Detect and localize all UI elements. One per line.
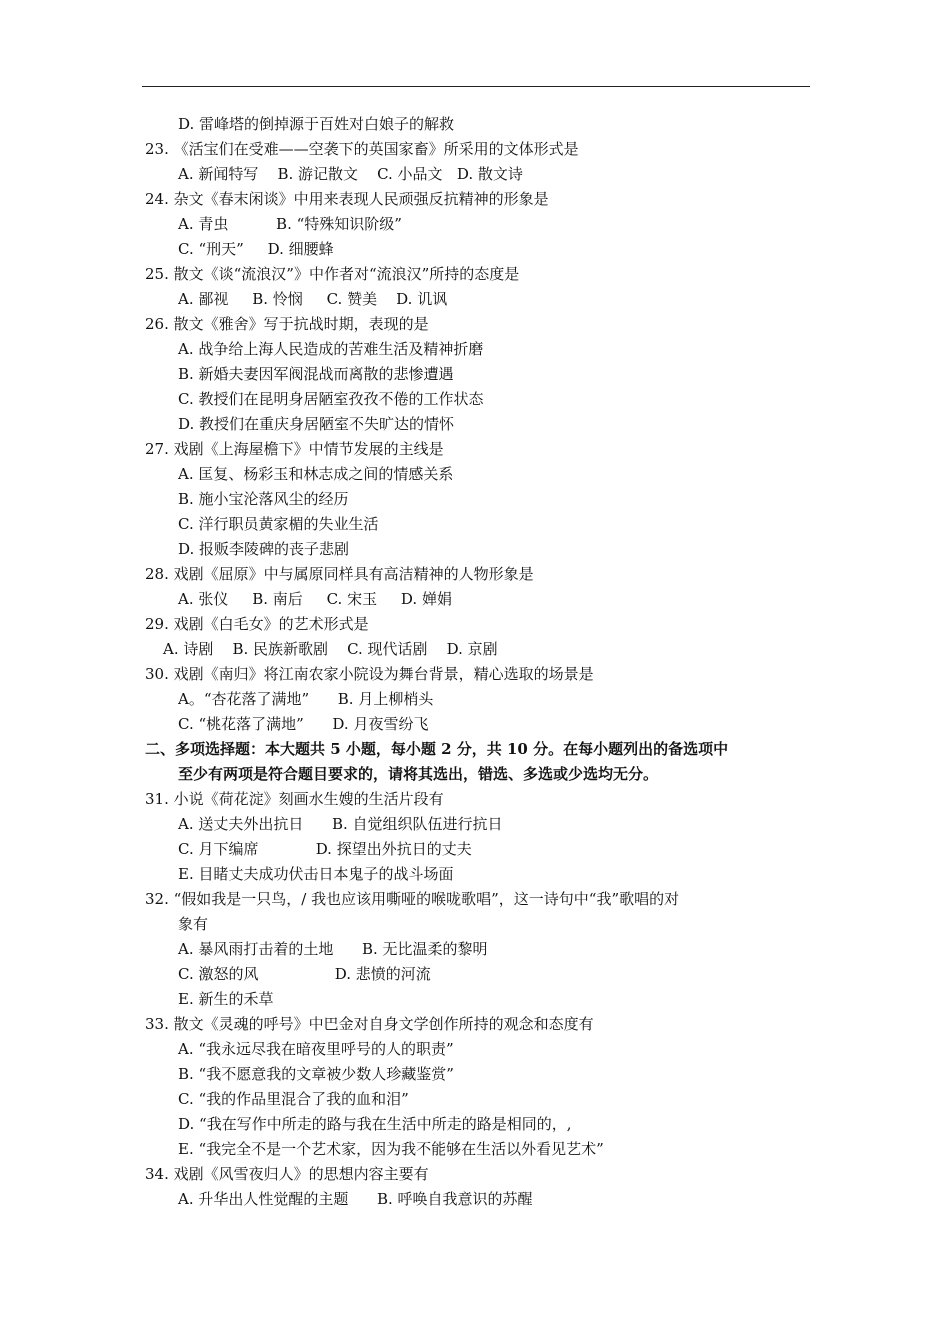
q24-stem: 24. 杂文《春末闲谈》中用来表现人民顽强反抗精神的形象是 [145,190,549,208]
q32-options-cd: C. 激怒的风 D. 悲愤的河流 [178,965,431,983]
q22-option-d: D. 雷峰塔的倒掉源于百姓对白娘子的解救 [178,115,455,133]
q31-options-cd: C. 月下编席 D. 探望出外抗日的丈夫 [178,840,472,858]
q31-option-e: E. 目睹丈夫成功伏击日本鬼子的战斗场面 [178,865,454,883]
q33-option-a: A. “我永远尽我在暗夜里呼号的人的职责” [178,1040,454,1058]
q27-stem: 27. 戏剧《上海屋檐下》中情节发展的主线是 [145,440,444,458]
q34-options-ab: A. 升华出人性觉醒的主题 B. 呼唤自我意识的苏醒 [178,1190,533,1208]
q23-options: A. 新闻特写 B. 游记散文 C. 小品文 D. 散文诗 [178,165,523,183]
q29-stem: 29. 戏剧《白毛女》的艺术形式是 [145,615,369,633]
q27-option-a: A. 匡复、杨彩玉和林志成之间的情感关系 [178,465,454,483]
q32-options-ab: A. 暴风雨打击着的土地 B. 无比温柔的黎明 [178,940,488,958]
q30-options-cd: C. “桃花落了满地” D. 月夜雪纷飞 [178,715,429,733]
header-rule [142,86,810,87]
q32-stem: 32. “假如我是一只鸟，/ 我也应该用嘶哑的喉咙歌唱”，这一诗句中“我”歌唱的对 [145,890,680,908]
q33-option-b: B. “我不愿意我的文章被少数人珍藏鉴赏” [178,1065,454,1083]
section-two-heading: 二、多项选择题：本大题共 5 小题，每小题 2 分，共 10 分。在每小题列出的备选项中 [145,740,729,758]
q32-stem-continued: 象有 [178,915,209,933]
q26-option-d: D. 教授们在重庆身居陋室不失旷达的情怀 [178,415,455,433]
q33-option-e: E. “我完全不是一个艺术家，因为我不能够在生活以外看见艺术” [178,1140,604,1158]
q30-stem: 30. 戏剧《南归》将江南农家小院设为舞台背景，精心选取的场景是 [145,665,594,683]
q25-options: A. 鄙视 B. 怜悯 C. 赞美 D. 讥讽 [178,290,448,308]
q28-stem: 28. 戏剧《屈原》中与属原同样具有高洁精神的人物形象是 [145,565,534,583]
q30-options-ab: A。“杏花落了满地” B. 月上柳梢头 [178,690,434,708]
q33-stem: 33. 散文《灵魂的呼号》中巴金对自身文学创作所持的观念和态度有 [145,1015,594,1033]
q27-option-b: B. 施小宝沦落风尘的经历 [178,490,349,508]
section-two-instructions: 至少有两项是符合题目要求的，请将其选出，错选、多选或少选均无分。 [178,765,659,783]
q26-stem: 26. 散文《雅舍》写于抗战时期，表现的是 [145,315,429,333]
q33-option-c: C. “我的作品里混合了我的血和泪” [178,1090,409,1108]
q23-stem: 23. 《活宝们在受难——空袭下的英国家畜》所采用的文体形式是 [145,140,579,158]
q24-options-cd: C. “刑天” D. 细腰蜂 [178,240,334,258]
q26-option-b: B. 新婚夫妻因军阀混战而离散的悲惨遭遇 [178,365,454,383]
q31-stem: 31. 小说《荷花淀》刻画水生嫂的生活片段有 [145,790,444,808]
q28-options: A. 张仪 B. 南后 C. 宋玉 D. 婵娟 [178,590,452,608]
q34-stem: 34. 戏剧《风雪夜归人》的思想内容主要有 [145,1165,429,1183]
q26-option-a: A. 战争给上海人民造成的苦难生活及精神折磨 [178,340,484,358]
q29-options: A. 诗剧 B. 民族新歌剧 C. 现代话剧 D. 京剧 [163,640,498,658]
q27-option-d: D. 报贩李陵碑的丧子悲剧 [178,540,350,558]
q26-option-c: C. 教授们在昆明身居陋室孜孜不倦的工作状态 [178,390,484,408]
q25-stem: 25. 散文《谈“流浪汉”》中作者对“流浪汉”所持的态度是 [145,265,520,283]
q31-options-ab: A. 送丈夫外出抗日 B. 自觉组织队伍进行抗日 [178,815,503,833]
q27-option-c: C. 洋行职员黄家楣的失业生活 [178,515,379,533]
q33-option-d: D. “我在写作中所走的路与我在生活中所走的路是相同的，, [178,1115,572,1133]
q32-option-e: E. 新生的禾草 [178,990,274,1008]
q24-options-ab: A. 青虫 B. “特殊知识阶级” [178,215,402,233]
